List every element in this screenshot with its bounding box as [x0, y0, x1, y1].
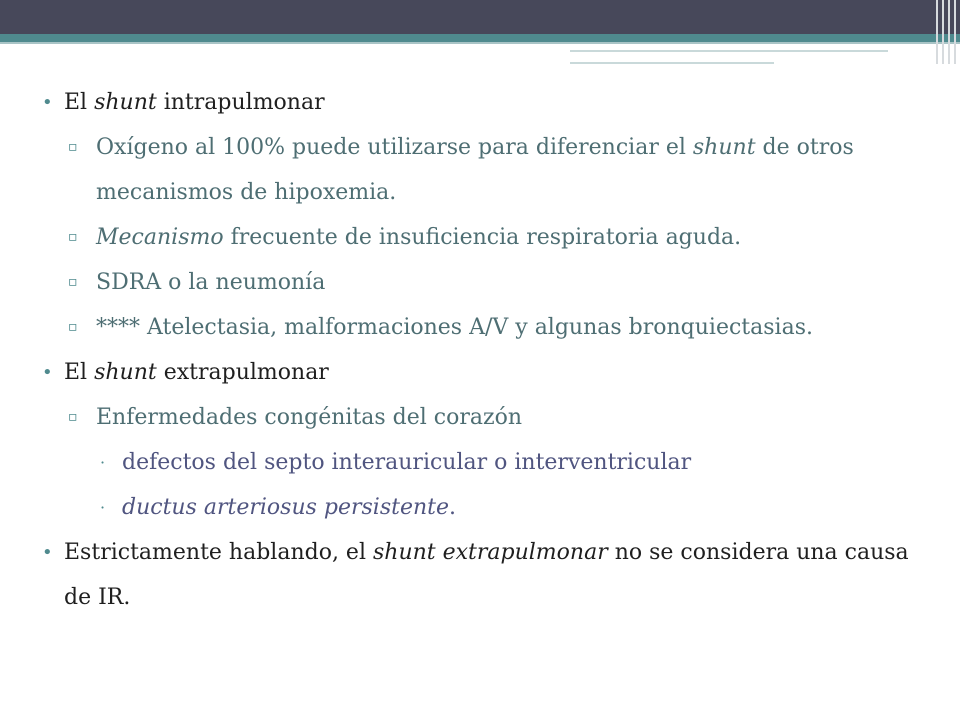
item-text: de otros mecanismos de hipoxemia.: [96, 135, 854, 205]
bullet-icon: ▫: [68, 229, 78, 245]
slide-header-bar: [0, 0, 960, 34]
slide-content: [40, 80, 940, 620]
item-text: Enfermedades congénitas del corazón: [96, 405, 522, 430]
bullet-icon: •: [42, 542, 53, 563]
item-text: frecuente de insuficiencia respiratoria aguda.: [223, 225, 742, 250]
bullet-icon: •: [42, 362, 53, 383]
item-text-italic: shunt: [692, 135, 756, 160]
bullet-icon: ▫: [68, 274, 78, 290]
item-text-italic: ductus arteriosus persistente: [122, 495, 450, 520]
bullet-item: [40, 260, 940, 305]
item-text-italic: Mecanismo: [96, 225, 224, 250]
item-text-italic: shunt: [94, 90, 157, 115]
bullet-icon: ·: [100, 498, 106, 517]
item-text: Oxígeno al 100% puede utilizarse para diferenciar el: [96, 135, 693, 160]
bullet-icon: ▫: [68, 319, 78, 335]
bullet-item: [40, 395, 940, 440]
item-text: extrapulmonar: [156, 360, 329, 385]
bullet-item: [40, 350, 940, 395]
item-text: defectos del septo interauricular o interventricular: [122, 450, 692, 475]
item-text: SDRA o la neumonía: [96, 270, 326, 295]
bullet-item: [40, 125, 940, 215]
decor-line-1: [570, 50, 888, 52]
bullet-item: [40, 530, 940, 620]
bullet-item: [40, 305, 940, 350]
bullet-item: [40, 485, 940, 530]
item-text: no se considera una causa de IR.: [64, 540, 909, 610]
decor-vertical-lines: [934, 0, 960, 64]
item-text: .: [449, 495, 457, 520]
slide-accent-line: [0, 42, 960, 44]
bullet-icon: •: [42, 92, 53, 113]
decor-line-2: [570, 62, 774, 64]
item-text: El: [64, 360, 95, 385]
item-text-italic: shunt extrapulmonar: [372, 540, 608, 565]
bullet-item: [40, 80, 940, 125]
item-text: El: [64, 90, 95, 115]
bullet-icon: ▫: [68, 409, 78, 425]
slide-accent-band: [0, 34, 960, 42]
bullet-icon: ▫: [68, 139, 78, 155]
bullet-item: [40, 440, 940, 485]
item-text: Estrictamente hablando, el: [64, 540, 373, 565]
item-text: intrapulmonar: [156, 90, 325, 115]
item-text: **** Atelectasia, malformaciones A/V y algunas bronquiectasias.: [96, 315, 813, 340]
bullet-item: [40, 215, 940, 260]
bullet-icon: ·: [100, 453, 106, 472]
item-text-italic: shunt: [94, 360, 157, 385]
